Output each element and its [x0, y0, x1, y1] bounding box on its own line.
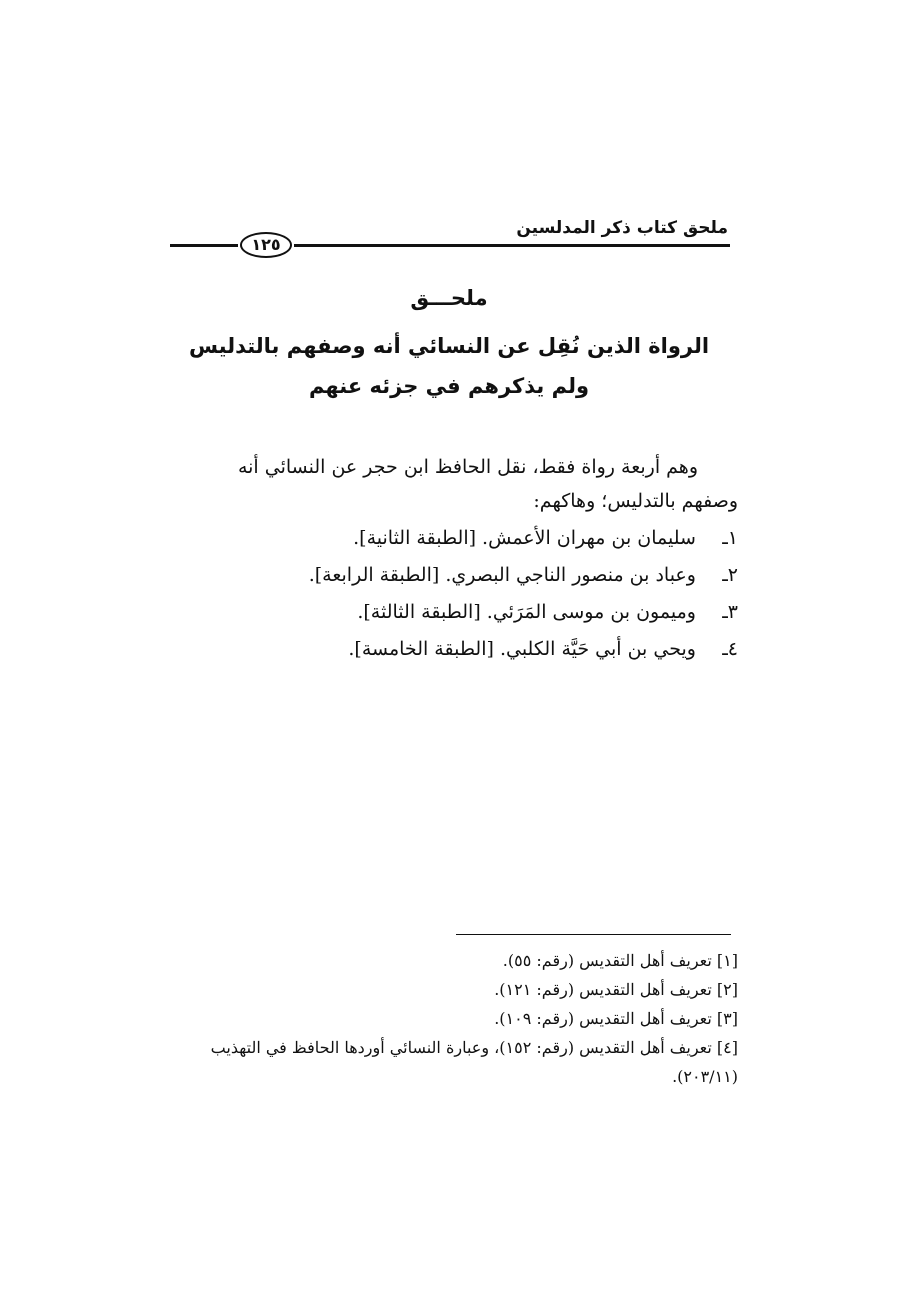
list-item	[162, 557, 738, 594]
header-rule-right	[294, 244, 730, 247]
item-number: ٤ـ	[722, 638, 738, 660]
appendix-heading: ملحـــق	[410, 286, 488, 310]
item-text: وميمون بن موسى المَرَئي. [الطبقة الثالثة].	[357, 601, 696, 623]
intro-line-2: وصفهم بالتدليس؛ وهاكهم:	[533, 490, 738, 512]
header-rule-left	[170, 244, 238, 247]
footnote-separator	[456, 934, 731, 935]
list-item	[162, 594, 738, 631]
intro-line-1: وهم أربعة رواة فقط، نقل الحافظ ابن حجر عن النسائي أنه	[237, 456, 698, 478]
footnote: [٢] تعريف أهل التقديس (رقم: ١٢١).	[494, 980, 738, 999]
footnote: [٤] تعريف أهل التقديس (رقم: ١٥٢)، وعبارة النسائي أوردها الحافظ في التهذيب	[210, 1038, 738, 1057]
item-text: ويحي بن أبي حَيَّة الكلبي. [الطبقة الخامسة].	[348, 638, 696, 660]
intro-paragraph	[162, 450, 738, 484]
list-item	[162, 631, 738, 668]
item-text: وعباد بن منصور الناجي البصري. [الطبقة الرابعة].	[308, 564, 696, 586]
footnote: [٣] تعريف أهل التقديس (رقم: ١٠٩).	[494, 1009, 738, 1028]
narrator-list	[162, 520, 738, 668]
footnotes	[158, 946, 738, 1091]
item-number: ٣ـ	[722, 601, 738, 623]
list-item	[162, 520, 738, 557]
chapter-title-line-1: الرواة الذين نُقِل عن النسائي أنه وصفهم بالتدليس	[188, 334, 710, 358]
footnote-continuation: (٢٠٣/١١).	[672, 1067, 738, 1086]
footnote: [١] تعريف أهل التقديس (رقم: ٥٥).	[502, 951, 738, 970]
running-header-title: ملحق كتاب ذكر المدلسين	[516, 218, 728, 238]
page-number: ١٢٥	[240, 232, 292, 258]
item-number: ٢ـ	[722, 564, 738, 586]
item-text: سليمان بن مهران الأعمش. [الطبقة الثانية].	[353, 527, 696, 549]
item-number: ١ـ	[722, 527, 738, 549]
chapter-title-line-2: ولم يذكرهم في جزئه عنهم	[308, 374, 590, 398]
